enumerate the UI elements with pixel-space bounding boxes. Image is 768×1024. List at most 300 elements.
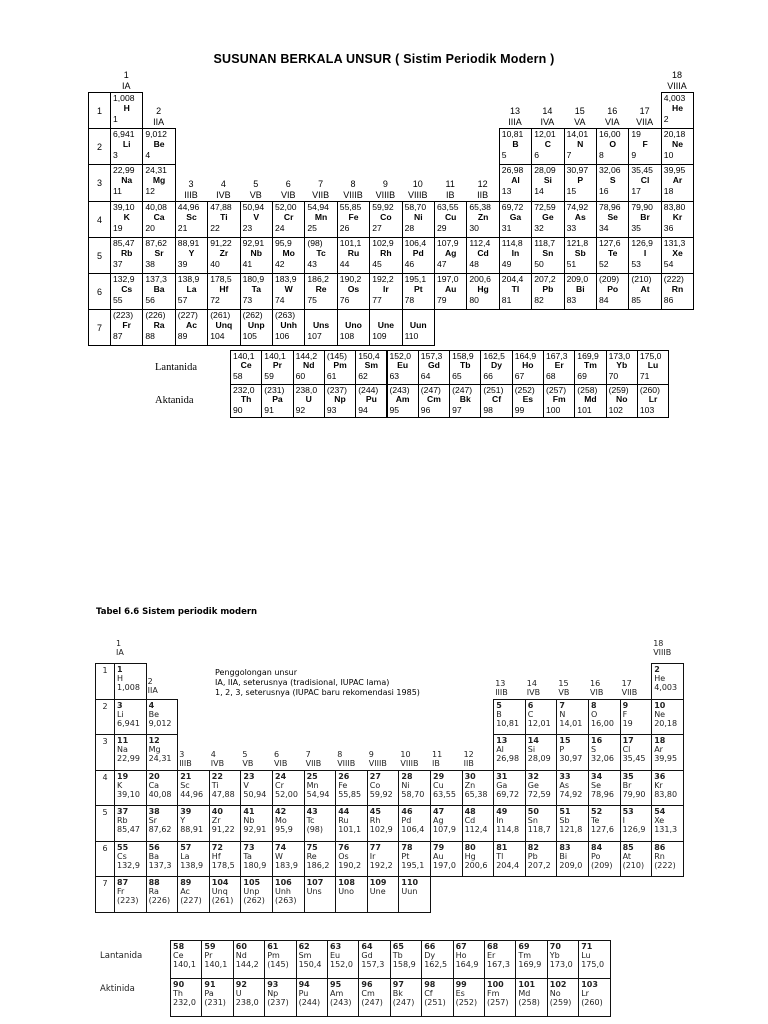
element-symbol: Unq bbox=[215, 320, 233, 331]
atomic-mass: 52,00 bbox=[275, 789, 298, 799]
element-cell bbox=[335, 876, 368, 913]
atomic-number: 2 bbox=[654, 665, 660, 674]
atomic-number: 105 bbox=[243, 878, 261, 887]
atomic-number: 78 bbox=[404, 295, 415, 305]
atomic-number: 20 bbox=[148, 771, 160, 781]
atomic-mass: (247) bbox=[361, 998, 383, 1007]
element-cell bbox=[531, 164, 564, 201]
atomic-number: 67 bbox=[514, 371, 525, 381]
atomic-mass: (231) bbox=[204, 998, 226, 1007]
atomic-number: 104 bbox=[211, 878, 229, 887]
atomic-number: 47 bbox=[437, 258, 447, 269]
group-name: IB bbox=[445, 189, 455, 200]
atomic-mass: 95,9 bbox=[275, 237, 292, 248]
element-symbol: Zr bbox=[211, 816, 221, 825]
group-name: IIA bbox=[147, 685, 158, 695]
element-symbol: Ti bbox=[211, 780, 219, 790]
element-cell bbox=[293, 350, 325, 385]
group-header bbox=[590, 679, 622, 697]
atomic-number: 31 bbox=[501, 222, 512, 233]
group-number: 17 bbox=[621, 678, 632, 688]
atomic-number: 59 bbox=[264, 371, 274, 381]
grouping-note-line: 1, 2, 3, seterusnya (IUPAC baru rekomendasi 1985) bbox=[215, 688, 420, 697]
group-header bbox=[369, 179, 401, 201]
atomic-number: 43 bbox=[306, 807, 318, 816]
atomic-mass: 1,008 bbox=[117, 683, 140, 692]
atomic-mass: 22,99 bbox=[113, 165, 135, 176]
element-symbol: Pu bbox=[365, 393, 377, 404]
group-header bbox=[527, 679, 559, 697]
element-cell bbox=[499, 128, 532, 165]
atomic-mass: 162,5 bbox=[483, 351, 505, 361]
atomic-mass: 195,1 bbox=[401, 860, 425, 870]
atomic-number: 27 bbox=[372, 222, 382, 233]
atomic-mass: 72,59 bbox=[534, 201, 556, 212]
element-cell bbox=[556, 770, 589, 807]
element-symbol: Ce bbox=[173, 951, 184, 960]
element-symbol: Hf bbox=[211, 851, 221, 861]
element-symbol: Ga bbox=[509, 211, 522, 222]
element-symbol: Tl bbox=[496, 851, 504, 861]
group-number: 10 bbox=[412, 178, 423, 189]
atomic-mass: 158,9 bbox=[452, 351, 474, 361]
element-symbol: Ho bbox=[522, 360, 534, 370]
element-symbol: Pr bbox=[272, 360, 282, 370]
atomic-mass: 16,00 bbox=[591, 718, 614, 728]
element-symbol: Tb bbox=[459, 360, 471, 370]
atomic-number: 90 bbox=[173, 980, 185, 989]
atomic-number: 1 bbox=[113, 114, 118, 124]
atomic-number: 79 bbox=[433, 842, 445, 852]
group-number: 4 bbox=[220, 178, 226, 189]
element-cell bbox=[588, 770, 621, 807]
atomic-mass: 180,9 bbox=[242, 274, 265, 284]
atomic-mass: 121,8 bbox=[566, 237, 589, 248]
atomic-mass: 197,0 bbox=[437, 274, 459, 284]
element-cell bbox=[661, 201, 694, 238]
atomic-number: 101 bbox=[577, 404, 592, 415]
atomic-number: 52 bbox=[591, 807, 603, 816]
element-cell bbox=[493, 699, 526, 736]
atomic-mass: 28,09 bbox=[534, 165, 556, 176]
element-symbol: Nd bbox=[303, 360, 315, 370]
atomic-mass: 137,3 bbox=[148, 860, 172, 870]
element-symbol: Tl bbox=[511, 284, 520, 294]
element-symbol: Sr bbox=[154, 247, 164, 258]
element-symbol: P bbox=[559, 745, 565, 754]
atomic-number: 34 bbox=[599, 222, 609, 233]
element-cell bbox=[358, 940, 390, 979]
atomic-mass: 169,9 bbox=[577, 351, 599, 361]
element-symbol: Na bbox=[117, 745, 128, 754]
atomic-mass: (243) bbox=[330, 998, 352, 1007]
element-cell bbox=[564, 273, 597, 310]
element-symbol: Y bbox=[188, 247, 195, 258]
atomic-mass: (251) bbox=[483, 384, 504, 395]
atomic-number: 22 bbox=[211, 771, 223, 781]
atomic-number: 46 bbox=[404, 258, 415, 269]
group-number: 7 bbox=[305, 749, 311, 759]
element-symbol: Se bbox=[607, 211, 618, 222]
element-symbol: Br bbox=[622, 780, 632, 790]
element-symbol: Ar bbox=[654, 745, 663, 754]
element-cell bbox=[398, 770, 431, 807]
atomic-mass: 107,9 bbox=[433, 825, 456, 834]
element-symbol: Cd bbox=[477, 247, 489, 258]
element-symbol: Os bbox=[338, 851, 349, 861]
group-number: 11 bbox=[445, 178, 455, 189]
atomic-mass: (223) bbox=[113, 310, 134, 321]
atomic-number: 62 bbox=[298, 942, 310, 951]
atomic-number: 44 bbox=[338, 807, 350, 816]
atomic-number: 40 bbox=[210, 258, 220, 269]
element-cell bbox=[358, 978, 390, 1017]
group-name: VIIIB bbox=[343, 189, 363, 200]
atomic-number: 102 bbox=[608, 404, 623, 415]
grouping-note bbox=[215, 668, 420, 698]
atomic-mass: (222) bbox=[663, 274, 684, 284]
atomic-number: 82 bbox=[534, 295, 544, 305]
element-cell bbox=[484, 940, 516, 979]
element-symbol: Ra bbox=[153, 320, 165, 331]
element-symbol: Pm bbox=[267, 951, 280, 960]
element-cell bbox=[512, 350, 544, 385]
element-symbol: Cm bbox=[427, 393, 441, 404]
element-cell bbox=[390, 978, 422, 1017]
element-symbol: I bbox=[622, 816, 625, 825]
atomic-number: 87 bbox=[117, 878, 129, 887]
element-cell bbox=[304, 805, 337, 842]
element-cell bbox=[515, 978, 547, 1017]
atomic-mass: 200,6 bbox=[469, 274, 491, 284]
atomic-mass: 83,80 bbox=[663, 201, 686, 212]
atomic-number: 69 bbox=[577, 371, 587, 381]
atomic-mass: (223) bbox=[117, 896, 139, 905]
atomic-number: 32 bbox=[527, 771, 539, 781]
atomic-mass: 12,01 bbox=[534, 129, 556, 140]
element-symbol: Sn bbox=[542, 247, 554, 258]
atomic-number: 38 bbox=[145, 258, 155, 269]
atomic-mass: (257) bbox=[546, 384, 567, 395]
atomic-number: 92 bbox=[235, 980, 247, 989]
element-symbol: Am bbox=[330, 989, 344, 998]
element-cell bbox=[110, 164, 143, 201]
element-symbol: Pt bbox=[401, 851, 410, 861]
element-symbol: Er bbox=[554, 360, 564, 370]
element-cell bbox=[175, 273, 208, 310]
element-cell bbox=[661, 237, 694, 274]
atomic-number: 95 bbox=[330, 980, 342, 989]
atomic-number: 81 bbox=[496, 842, 508, 852]
group-header bbox=[564, 106, 596, 128]
atomic-number: 59 bbox=[204, 942, 216, 951]
atomic-number: 23 bbox=[242, 222, 253, 233]
element-cell bbox=[628, 201, 661, 238]
element-cell bbox=[146, 805, 179, 842]
element-symbol: Be bbox=[148, 709, 160, 719]
group-header bbox=[304, 179, 336, 201]
group-number: 3 bbox=[179, 749, 185, 759]
atomic-number: 53 bbox=[622, 807, 634, 816]
element-cell bbox=[564, 201, 597, 238]
group-name: VIB bbox=[280, 189, 296, 200]
group-name: VIIB bbox=[621, 687, 638, 697]
element-symbol: No bbox=[616, 393, 628, 404]
atomic-number: 6 bbox=[527, 700, 534, 710]
element-symbol: Unq bbox=[211, 887, 228, 896]
element-symbol: Er bbox=[487, 951, 496, 960]
atomic-mass: 138,9 bbox=[180, 860, 204, 870]
atomic-number: 84 bbox=[591, 842, 603, 852]
group-name: IB bbox=[432, 758, 440, 768]
element-symbol: Xe bbox=[672, 247, 683, 258]
group-name: IVA bbox=[540, 117, 555, 128]
atomic-number: 6 bbox=[534, 150, 539, 161]
atomic-mass: 209,0 bbox=[566, 274, 589, 284]
atomic-mass: 39,10 bbox=[113, 201, 135, 212]
atomic-number: 94 bbox=[358, 404, 368, 415]
element-symbol: Hf bbox=[219, 284, 229, 294]
element-cell bbox=[177, 841, 210, 878]
atomic-mass: 79,90 bbox=[622, 789, 646, 799]
element-symbol: Am bbox=[395, 393, 410, 404]
atomic-number: 21 bbox=[177, 222, 188, 233]
group-number: 15 bbox=[574, 106, 585, 117]
element-cell bbox=[264, 978, 296, 1017]
element-cell bbox=[398, 841, 431, 878]
element-cell bbox=[434, 273, 467, 310]
element-cell bbox=[114, 841, 147, 878]
atomic-number: 110 bbox=[404, 331, 419, 342]
atomic-number: 24 bbox=[275, 771, 287, 781]
element-symbol: Bk bbox=[392, 989, 403, 998]
atomic-mass: 85,47 bbox=[117, 825, 140, 834]
group-number: 5 bbox=[242, 749, 248, 759]
element-symbol: Ni bbox=[413, 211, 423, 222]
atomic-number: 30 bbox=[469, 222, 479, 233]
atomic-number: 77 bbox=[372, 295, 382, 305]
atomic-number: 56 bbox=[148, 842, 160, 852]
group-name: VIA bbox=[604, 117, 620, 128]
atomic-number: 75 bbox=[307, 295, 317, 305]
element-symbol: Cu bbox=[444, 211, 457, 222]
element-symbol: K bbox=[123, 211, 130, 222]
element-cell bbox=[651, 663, 684, 700]
atomic-mass: (145) bbox=[267, 960, 289, 969]
element-cell bbox=[493, 734, 526, 771]
element-symbol: O bbox=[609, 139, 617, 150]
element-cell bbox=[556, 805, 589, 842]
element-symbol: Sc bbox=[186, 211, 197, 222]
element-cell bbox=[296, 978, 328, 1017]
element-cell bbox=[499, 164, 532, 201]
element-symbol: Uns bbox=[306, 887, 322, 896]
group-header bbox=[148, 677, 180, 695]
atomic-mass: 32,06 bbox=[599, 165, 621, 176]
atomic-number: 19 bbox=[117, 771, 129, 781]
group-number: 6 bbox=[274, 749, 280, 759]
element-symbol: He bbox=[654, 674, 666, 683]
atomic-mass: 157,3 bbox=[361, 960, 385, 969]
atomic-mass: 35,45 bbox=[622, 754, 646, 763]
element-symbol: Nb bbox=[243, 816, 255, 825]
atomic-mass: 16,00 bbox=[599, 129, 621, 140]
element-symbol: La bbox=[180, 851, 190, 861]
atomic-number: 32 bbox=[534, 222, 544, 233]
atomic-mass: 180,9 bbox=[243, 860, 267, 870]
element-symbol: Lr bbox=[581, 989, 589, 998]
element-symbol: V bbox=[243, 780, 249, 790]
atomic-mass: 167,3 bbox=[546, 351, 568, 361]
element-symbol: I bbox=[643, 247, 647, 258]
period-label: 4 bbox=[88, 201, 111, 238]
atomic-mass: 232,0 bbox=[173, 998, 196, 1007]
element-symbol: Ir bbox=[383, 284, 389, 294]
element-symbol: Pu bbox=[298, 989, 309, 998]
element-symbol: Pt bbox=[413, 284, 423, 294]
element-symbol: Pa bbox=[204, 989, 214, 998]
atomic-mass: 204,4 bbox=[496, 860, 520, 870]
element-symbol: Ac bbox=[180, 887, 190, 896]
element-symbol: Es bbox=[455, 989, 465, 998]
element-symbol: Cf bbox=[424, 989, 433, 998]
atomic-mass: 126,9 bbox=[631, 237, 653, 248]
atomic-number: 72 bbox=[211, 842, 223, 852]
group-header bbox=[531, 106, 563, 128]
atomic-number: 39 bbox=[177, 258, 188, 269]
atomic-mass: 238,0 bbox=[235, 998, 259, 1007]
atomic-mass: (98) bbox=[307, 237, 323, 248]
atomic-mass: (259) bbox=[549, 998, 572, 1007]
atomic-number: 81 bbox=[501, 295, 512, 305]
element-cell bbox=[272, 805, 305, 842]
element-symbol: Tm bbox=[518, 951, 532, 960]
element-symbol: Al bbox=[511, 175, 520, 186]
element-cell bbox=[651, 699, 684, 736]
group-name: VIB bbox=[274, 758, 288, 768]
group-header bbox=[402, 179, 434, 201]
period-label: 1 bbox=[95, 663, 115, 700]
element-symbol: Ru bbox=[338, 816, 349, 825]
group-header bbox=[434, 179, 466, 201]
element-symbol: Te bbox=[591, 816, 600, 825]
atomic-number: 54 bbox=[654, 807, 666, 816]
atomic-number: 97 bbox=[392, 980, 404, 989]
element-symbol: Ru bbox=[347, 247, 360, 258]
atomic-number: 92 bbox=[295, 404, 306, 415]
atomic-number: 82 bbox=[527, 842, 539, 852]
element-symbol: Ca bbox=[153, 211, 165, 222]
period-label: 3 bbox=[88, 164, 111, 201]
element-symbol: Ba bbox=[153, 284, 165, 294]
element-cell bbox=[462, 805, 495, 842]
atomic-number: 100 bbox=[546, 404, 561, 415]
atomic-mass: 152,0 bbox=[389, 351, 412, 361]
atomic-mass: 91,22 bbox=[211, 825, 235, 834]
group-header bbox=[142, 106, 174, 128]
atomic-number: 67 bbox=[455, 942, 467, 951]
element-cell bbox=[355, 384, 387, 419]
element-cell bbox=[547, 940, 579, 979]
atomic-mass: 74,92 bbox=[566, 201, 589, 212]
element-cell bbox=[637, 384, 669, 419]
element-cell bbox=[547, 978, 579, 1017]
atomic-mass: 4,003 bbox=[663, 93, 686, 103]
atomic-mass: 140,1 bbox=[264, 351, 286, 361]
group-header bbox=[110, 70, 142, 92]
atomic-mass: (252) bbox=[514, 384, 535, 395]
group-name: VIIB bbox=[305, 758, 322, 768]
element-symbol: N bbox=[559, 709, 566, 719]
atomic-mass: 32,06 bbox=[591, 754, 614, 763]
element-symbol: F bbox=[622, 709, 628, 719]
group-header bbox=[495, 679, 527, 697]
atomic-mass: 55,85 bbox=[338, 789, 362, 799]
group-header bbox=[207, 179, 239, 201]
element-symbol: Gd bbox=[361, 951, 373, 960]
atomic-number: 75 bbox=[306, 842, 318, 852]
atomic-mass: (262) bbox=[242, 310, 263, 321]
element-cell bbox=[596, 128, 629, 165]
element-cell bbox=[304, 273, 337, 310]
atomic-number: 73 bbox=[243, 842, 255, 852]
element-cell bbox=[651, 734, 684, 771]
actinide-label: Aktanida bbox=[155, 394, 194, 406]
atomic-number: 78 bbox=[401, 842, 413, 852]
atomic-number: 48 bbox=[464, 807, 476, 816]
element-cell bbox=[146, 770, 179, 807]
atomic-number: 51 bbox=[559, 807, 571, 816]
atomic-number: 105 bbox=[242, 331, 257, 342]
element-symbol: Pm bbox=[333, 360, 347, 370]
atomic-number: 17 bbox=[631, 186, 641, 197]
group-number: 2 bbox=[156, 106, 162, 117]
period-label: 2 bbox=[95, 699, 115, 736]
atomic-number: 14 bbox=[527, 736, 539, 745]
atomic-mass: 50,94 bbox=[243, 789, 267, 799]
element-cell bbox=[240, 201, 273, 238]
element-symbol: Be bbox=[153, 139, 165, 150]
group-header bbox=[653, 639, 685, 657]
atomic-mass: 175,0 bbox=[581, 960, 605, 969]
element-symbol: Une bbox=[377, 320, 394, 331]
atomic-number: 34 bbox=[591, 771, 603, 781]
atomic-number: 103 bbox=[581, 980, 598, 989]
group-name: IIIA bbox=[508, 117, 522, 128]
element-cell bbox=[578, 940, 610, 979]
element-cell bbox=[525, 841, 558, 878]
atomic-number: 55 bbox=[117, 842, 129, 852]
group-header bbox=[466, 179, 498, 201]
group-name: VIIIB bbox=[375, 189, 396, 200]
atomic-mass: 132,9 bbox=[117, 860, 140, 870]
element-cell bbox=[146, 841, 179, 878]
atomic-number: 65 bbox=[452, 371, 462, 381]
element-cell bbox=[449, 384, 481, 419]
group-number: 9 bbox=[368, 749, 374, 759]
atomic-number: 62 bbox=[358, 371, 368, 381]
element-cell bbox=[304, 876, 337, 913]
element-cell bbox=[201, 978, 233, 1017]
atomic-number: 68 bbox=[546, 371, 556, 381]
element-cell bbox=[355, 350, 387, 385]
element-cell bbox=[272, 309, 305, 346]
atomic-mass: (237) bbox=[326, 384, 347, 395]
element-symbol: P bbox=[577, 175, 584, 186]
atomic-number: 71 bbox=[581, 942, 593, 951]
atomic-number: 80 bbox=[464, 842, 476, 852]
group-name: VB bbox=[249, 189, 262, 200]
